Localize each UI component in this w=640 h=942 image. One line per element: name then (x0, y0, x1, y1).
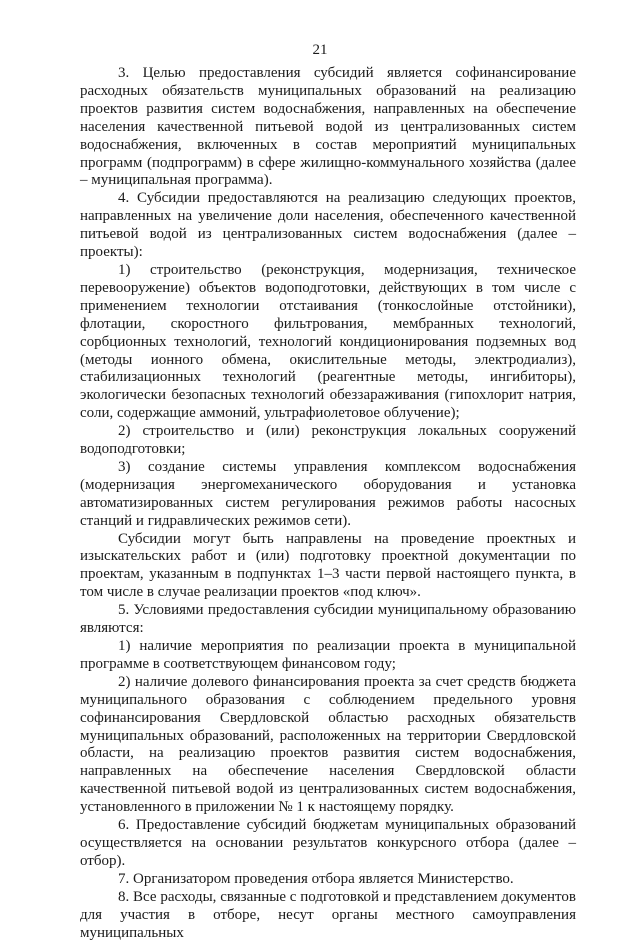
paragraph-4-subsidies: 4. Субсидии предоставляются на реализацию следующих проектов, направленных на увеличение доли населения, обеспеченного качественной питьевой водой из централизованных систем водоснабжения (далее – проекты): (80, 190, 576, 261)
paragraph-5-conditions: 5. Условиями предоставления субсидии муниципальному образованию являются: (80, 602, 576, 637)
page-number: 21 (312, 42, 328, 58)
paragraph-4-design-works: Субсидии могут быть направлены на проведение проектных и изыскательских работ и (или) подготовку проектной документации по проектам, указанным в подпунктах 1–3 части первой настоящего пункта, в том числе в случае реализации проектов «под ключ». (80, 530, 576, 601)
paragraph-7-organizer: 7. Организатором проведения отбора является Министерство. (118, 870, 514, 887)
paragraph-6-selection: 6. Предоставление субсидий бюджетам муниципальных образований осуществляется на основании результатов конкурсного отбора (далее – отбор). (80, 817, 576, 869)
subitem-5-1-program-measure: 1) наличие мероприятия по реализации проекта в муниципальной программе в соответствующем финансовом году; (80, 638, 576, 672)
subitem-4-3-control-system: 3) создание системы управления комплексом водоснабжения (модернизация энергомеханического оборудования и установка автоматизированных систем регулирования режимов работы насосных станций и гидравлических режимов сети). (80, 458, 576, 529)
paragraph-8-expenses: 8. Все расходы, связанные с подготовкой и представлением документов для участия в отборе, несут органы местного самоуправления муниципальных (80, 888, 576, 941)
document-body (80, 65, 576, 942)
subitem-5-2-cofinancing: 2) наличие долевого финансирования проекта за счет средств бюджета муниципального образования с соблюдением предельного уровня софинансирования Свердловской областью расходных обязательств муниципальных образований, расположенных на территории Свердловской области, на реализацию проектов развития систем водоснабжения, направленных на обеспечение населения Свердловской области качественной питьевой водой из централизованных систем водоснабжения, установленного в приложении № 1 к настоящему порядку. (80, 673, 576, 816)
subitem-4-1-construction: 1) строительство (реконструкция, модернизация, техническое перевооружение) объектов водоподготовки, действующих в том числе с применением технологии отстаивания (тонкослойные отстойники), флотации, скоростного фильтрования, мембранных технологий, сорбционных технологий, технологий кондиционирования подземных вод (методы ионного обмена, окислительные методы, электродиализ), стабилизационных технологий (реагентные методы, ингибиторы), экологически безопасных технологий обеззараживания (гипохлорит натрия, соли, содержащие аммоний, ультрафиолетовое облучение); (80, 261, 576, 422)
paragraph-3-goal: 3. Целью предоставления субсидий является софинансирование расходных обязательств муниципальных образований на реализацию проектов развития систем водоснабжения, направленных на обеспечение населения качественной питьевой водой из централизованных систем водоснабжения, включенных в состав мероприятий муниципальных программ (подпрограмм) в сфере жилищно-коммунального хозяйства (далее – муниципальная программа). (80, 65, 576, 189)
subitem-4-2-local-facilities: 2) строительство и (или) реконструкция локальных сооружений водоподготовки; (80, 423, 576, 458)
